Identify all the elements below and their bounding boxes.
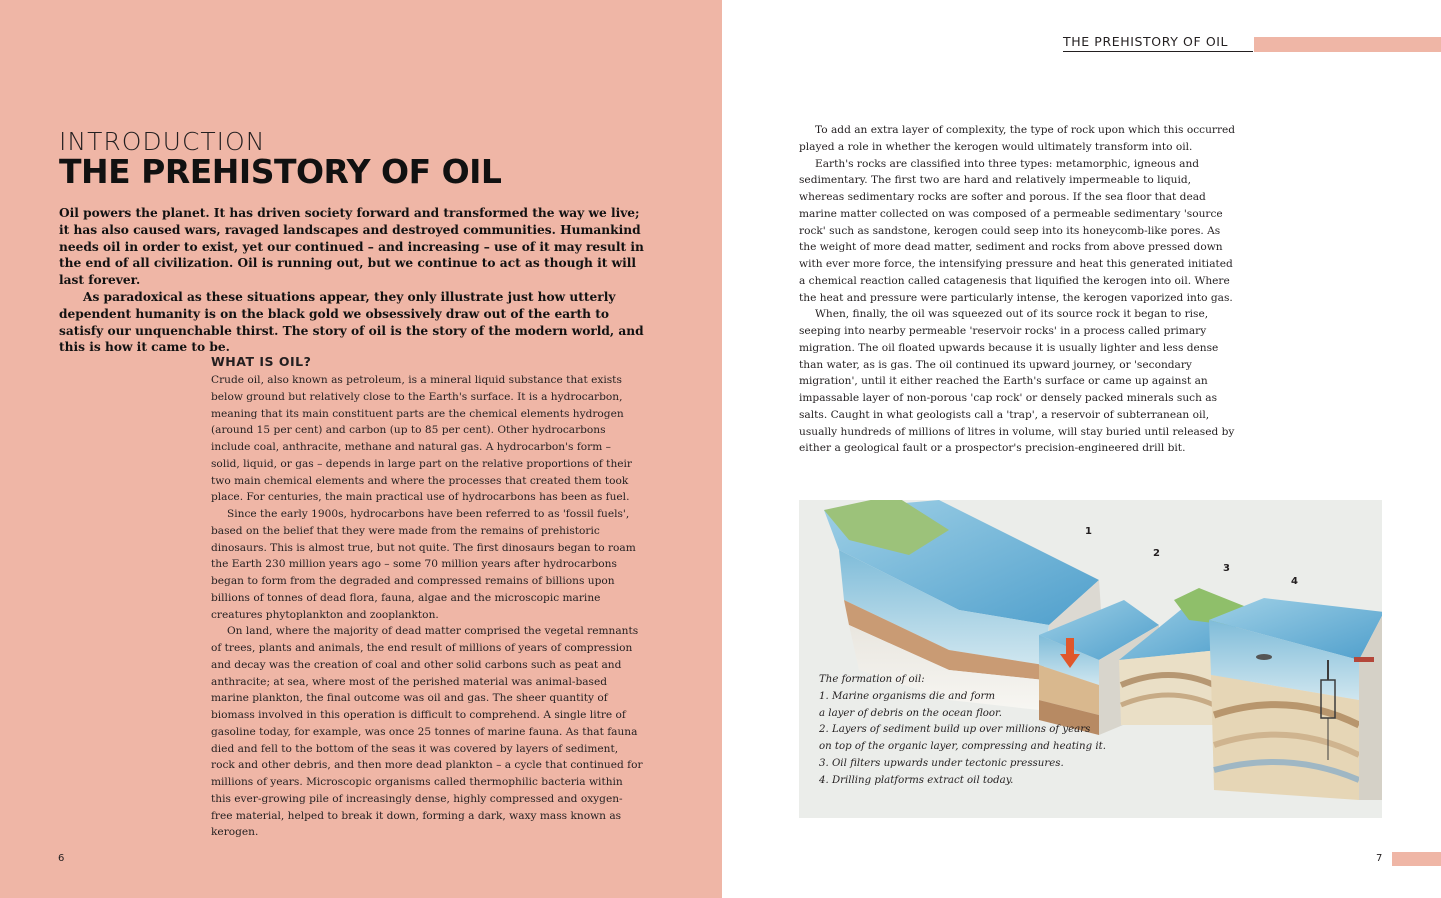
downward-arrow-icon: [1066, 638, 1074, 656]
body-text-right: [799, 122, 1239, 457]
body-paragraph: Crude oil, also known as petroleum, is a mineral liquid substance that exists below ground but relatively close to the Earth's surface. It is a hydrocarbon, meaning that its main constituent parts are the chemical elements hydrogen (around 15 per cent) and carbon (up to 85 per cent). Other hydrocarbons include coal, anthracite, methane and natural gas. A hydrocarbon's form – solid, liquid, or gas – depends in large part on the relative proportions of their two main chemical elements and where the processes that created them took place. For centuries, the main practical use of hydrocarbons has been as fuel.: [211, 374, 632, 504]
page-title: THE PREHISTORY OF OIL: [59, 152, 502, 191]
running-head-bar: [1254, 37, 1441, 52]
body-paragraph: Since the early 1900s, hydrocarbons have been referred to as 'fossil fuels', based on the belief that they were made from the remains of prehistoric dinosaurs. This is almost true, but not quite. The first dinosaurs began to roam the Earth 230 million years ago – some 70 million years after hydrocarbons began to form from the degraded and compressed remains of billions upon billions of tonnes of dead flora, fauna, algae and the microscopic marine creatures phytoplankton and zooplankton.: [211, 508, 636, 621]
stage-label-2: 2: [1153, 548, 1160, 559]
body-paragraph: Earth's rocks are classified into three types: metamorphic, igneous and sedimentary. The first two are hard and relatively impermeable to liquid, whereas sedimentary rocks are softer and porous. If the sea floor that dead marine matter collected on was composed of a permeable sedimentary 'source rock' such as sandstone, kerogen could seep into its honeycomb-like pores. As the weight of more dead matter, sediment and rocks from above pressed down with ever more force, the intensifying pressure and heat this generated initiated a chemical reaction called catagenesis that liquified the kerogen into oil. Where the heat and pressure were particularly intense, the kerogen vaporized into gas.: [799, 157, 1233, 304]
body-paragraph: When, finally, the oil was squeezed out of its source rock it began to rise, seeping into nearby permeable 'reservoir rocks' in a process called primary migration. The oil floated upwards because it is usually lighter and less dense than water, as is gas. The oil continued its upward journey, or 'secondary migration', until it either reached the Earth's surface or came up against an impassable layer of non-porous 'cap rock' or densely packed minerals such as salts. Caught in what geologists call a 'trap', a reservoir of subterranean oil, usually hundreds of millions of litres in volume, will stay buried until released by either a geological fault or a prospector's precision-engineered drill bit.: [799, 308, 1235, 455]
helicopter-icon: [1256, 654, 1272, 660]
tanker-ship-icon: [1354, 657, 1374, 662]
running-head: THE PREHISTORY OF OIL: [1063, 34, 1253, 52]
page-number-left: 6: [58, 853, 65, 864]
intro-paragraph: Oil powers the planet. It has driven society forward and transformed the way we live; it has also caused wars, ravaged landscapes and destroyed communities. Humankind needs oil in order to exist, yet our continued – and increasing – use of it may result in the end of all civilization. Oil is running out, but we continue to act as though it will last forever.: [59, 206, 644, 288]
section-heading: WHAT IS OIL?: [211, 354, 312, 369]
intro-text: [59, 205, 647, 356]
stage-label-4: 4: [1291, 576, 1298, 587]
footer-bar: [1392, 852, 1441, 866]
stage-4-block: [1209, 598, 1382, 800]
caption-line: 3. Oil filters upwards under tectonic pressures.: [819, 757, 1064, 769]
caption-line: a layer of debris on the ocean floor.: [819, 707, 1002, 719]
stage-label-1: 1: [1085, 526, 1092, 537]
body-text-left: [211, 372, 643, 841]
caption-line: on top of the organic layer, compressing and heating it.: [819, 741, 1106, 753]
caption-line: 2. Layers of sediment build up over millions of years: [819, 724, 1091, 736]
caption-line: 1. Marine organisms die and form: [819, 690, 996, 702]
intro-paragraph: As paradoxical as these situations appear, they only illustrate just how utterly dependent humanity is on the black gold we obsessively draw out of the earth to satisfy our unquenchable thirst. The story of oil is the story of the modern world, and this is how it came to be.: [59, 289, 644, 355]
caption-line: The formation of oil:: [819, 674, 925, 685]
stage-label-3: 3: [1223, 563, 1230, 574]
section-kicker: INTRODUCTION: [59, 127, 266, 156]
body-paragraph: On land, where the majority of dead matter comprised the vegetal remnants of trees, plants and animals, the end result of millions of years of compression and decay was the creation of coal and other solid carbons such as peat and anthracite; at sea, where most of the perished material was animal-based marine plankton, the final outcome was oil and gas. The sheer quantity of biomass involved in this operation is difficult to comprehend. A single litre of gasoline today, for example, was once 25 tonnes of marine fauna. As that fauna died and fell to the bottom of the seas it was covered by layers of sediment, rock and other debris, and then more dead plankton – a cycle that continued for millions of years. Microscopic organisms called thermophilic bacteria within this ever-growing pile of increasingly dense, highly compressed and oxygen-free material, helped to break it down, forming a dark, waxy mass known as kerogen.: [211, 625, 643, 839]
page-number-right: 7: [1376, 853, 1383, 864]
illustration-caption: [819, 672, 1119, 790]
right-page: [722, 0, 1441, 898]
oil-formation-illustration: [799, 500, 1382, 818]
body-paragraph: To add an extra layer of complexity, the type of rock upon which this occurred played a role in whether the kerogen would ultimately transform into oil.: [799, 124, 1236, 153]
caption-line: 4. Drilling platforms extract oil today.: [819, 774, 1014, 786]
